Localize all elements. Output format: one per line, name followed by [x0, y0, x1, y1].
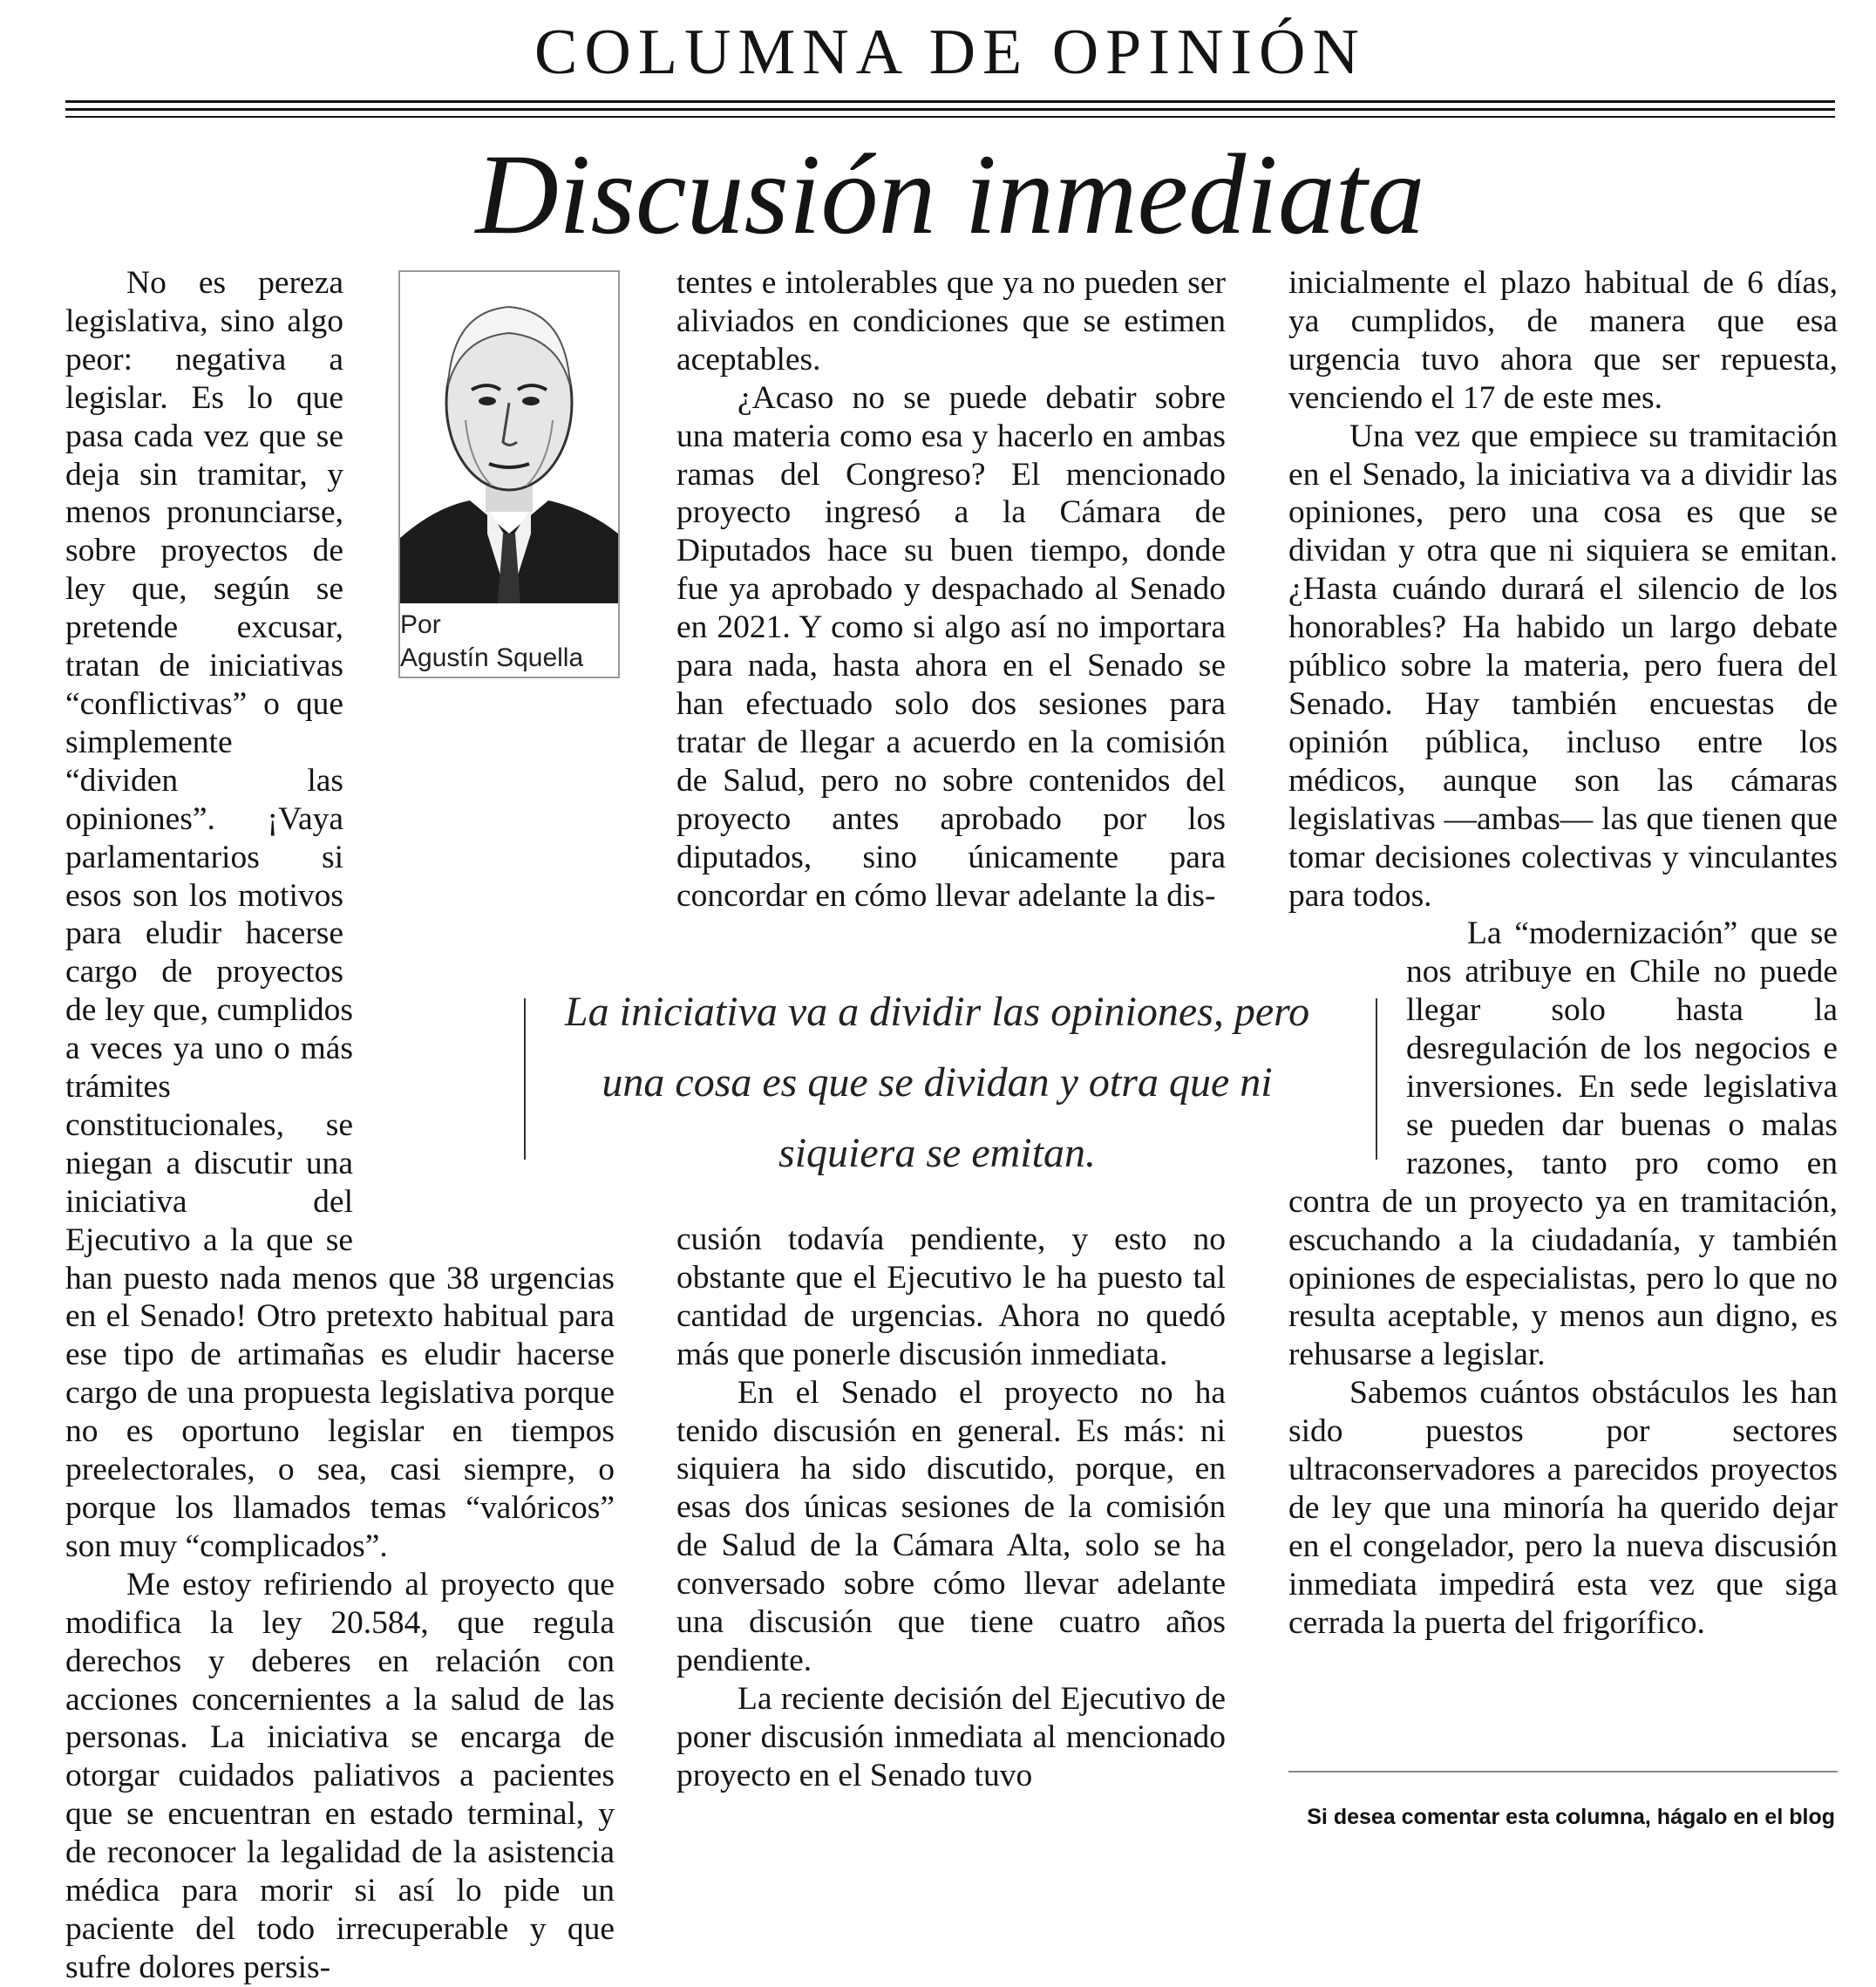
col2-paragraph-1: tentes e intolerables que ya no pueden ser aliviados en condiciones que se estimen aceptables. [676, 265, 1226, 378]
col1-paragraph-1: No es pereza legislativa, sino algo peor: negativa a legislar. Es lo que pasa cada vez que se deja sin tramitar, y menos pronunciarse, sobre proyectos de ley que, según se pretende excusar, tratan de iniciativas “conflictivas” o que simplemente “dividen las opiniones”. ¡Vaya parlamentarios si esos son los motivos para eludir hacerse cargo de proyectos de ley que, cumplidos a veces ya uno o más trámites constitucionales, se niegan a discutir una iniciativa del Ejecutivo a la que se han puesto nada menos que 38 urgencias en el Senado! Otro pretexto habitual para ese tipo de artimañas es eludir hacerse cargo de una propuesta legislativa porque no es oportuno legislar en tiempos preelectorales, o sea, casi siempre, o porque los llamados temas “valóricos” son muy “complicados”. [65, 265, 615, 1564]
header-rule-middle [65, 108, 1835, 111]
section-title: COLUMNA DE OPINIÓN [534, 17, 1366, 88]
footer-note: Si desea comentar esta columna, hágalo en el blog [1307, 1805, 1835, 1829]
header-rule-bottom [65, 116, 1835, 118]
byline-prefix: Por [400, 610, 441, 639]
col1-paragraph-2: Me estoy refiriendo al proyecto que modifica la ley 20.584, que regula derechos y deberes en relación con acciones concernientes a la salud de las personas. La iniciativa se encarga de otorgar cuidados paliativos a pacientes que se encuentran en estado terminal, y de reconocer la legalidad de la asistencia médica para morir si así lo pide un paciente del todo irrecuperable y que sufre dolores persis- [65, 1566, 615, 1985]
headline: Discusión inmediata [475, 130, 1425, 258]
pull-quote-rule-right [1376, 998, 1377, 1160]
column-3 [1288, 264, 1838, 1816]
col3-paragraph-3: La “modernización” que se nos atribuye en Chile no puede llegar solo hasta la desregulación de los negocios e inversiones. En sede legislativa se pueden dar buenas o malas razones, tanto pro como en contra de un proyecto ya en tramitación, escuchando a la ciudadanía, y también opiniones de especialistas, pero lo que no resulta aceptable, y menos aun digno, es rehusarse a legislar. [1288, 915, 1838, 1373]
col2-paragraph-2: ¿Acaso no se puede debatir sobre una materia como esa y hacerlo en ambas ramas del Congreso? El mencionado proyecto ingresó a la Cámara de Diputados hace su buen tiempo, donde fue ya aprobado y despachado al Senado en 2021. Y como si algo así no importara para nada, hasta ahora en el Senado se han efectuado solo dos sesiones para tratar de llegar a acuerdo en la comisión de Salud, pero no sobre contenidos del proyecto antes aprobado por los diputados, sino únicamente para concordar en cómo llevar adelante la dis- [676, 379, 1226, 914]
spacer [343, 264, 344, 964]
column-2-bottom [676, 1221, 1226, 1831]
col3-paragraph-4: Sabemos cuántos obstáculos les han sido puestos por sectores ultraconservadores a parecidos proyectos de ley que una minoría ha querido dejar en el congelador, pero la nueva discusión inmediata impedirá esta vez que siga cerrada la puerta del frigorífico. [1288, 1375, 1838, 1641]
header-rule-top [65, 100, 1835, 103]
col2-paragraph-4: En el Senado el proyecto no ha tenido discusión en general. Es más: ni siquiera ha sido discutido, porque, en esas dos únicas sesiones de la comisión de Salud de la Cámara Alta, solo se ha conversado sobre cómo llevar adelante una discusión que tiene cuatro años pendiente. [676, 1374, 1226, 1678]
pull-quote: La iniciativa va a dividir las opiniones, pero una cosa es que se dividan y otra que ni siquiera se emitan. [564, 989, 1310, 1176]
col3-paragraph-1: inicialmente el plazo habitual de 6 días, ya cumplidos, de manera que esa urgencia tuvo ahora que ser repuesta, venciendo el 17 de este mes. [1288, 265, 1838, 416]
author-photo-box [398, 270, 620, 678]
col2-paragraph-5: La reciente decisión del Ejecutivo de poner discusión inmediata al mencionado proyecto en el Senado tuvo [676, 1680, 1226, 1793]
author-byline [400, 609, 618, 675]
byline-author: Agustín Squella [400, 643, 584, 672]
col2-paragraph-3: cusión todavía pendiente, y esto no obstante que el Ejecutivo le ha puesto tal cantidad de urgencias. Ahora no quedó más que ponerle discusión inmediata. [676, 1221, 1226, 1372]
author-portrait [400, 272, 618, 603]
col3-paragraph-2: Una vez que empiece su tramitación en el Senado, la iniciativa va a dividir las opiniones, pero una cosa es que se dividan y otra que ni siquiera se emitan. ¿Hasta cuándo durará el silencio de los honorables? Ha habido un largo debate público sobre la materia, pero fuera del Senado. Hay también encuestas de opinión pública, incluso entre los médicos, aunque son las cámaras legislativas —ambas— las que tienen que tomar decisiones colectivas y vinculantes para todos. [1288, 418, 1838, 914]
footer-rule [1288, 1771, 1838, 1773]
pull-quote-rule-left [524, 998, 526, 1160]
column-2-top [676, 264, 1226, 944]
